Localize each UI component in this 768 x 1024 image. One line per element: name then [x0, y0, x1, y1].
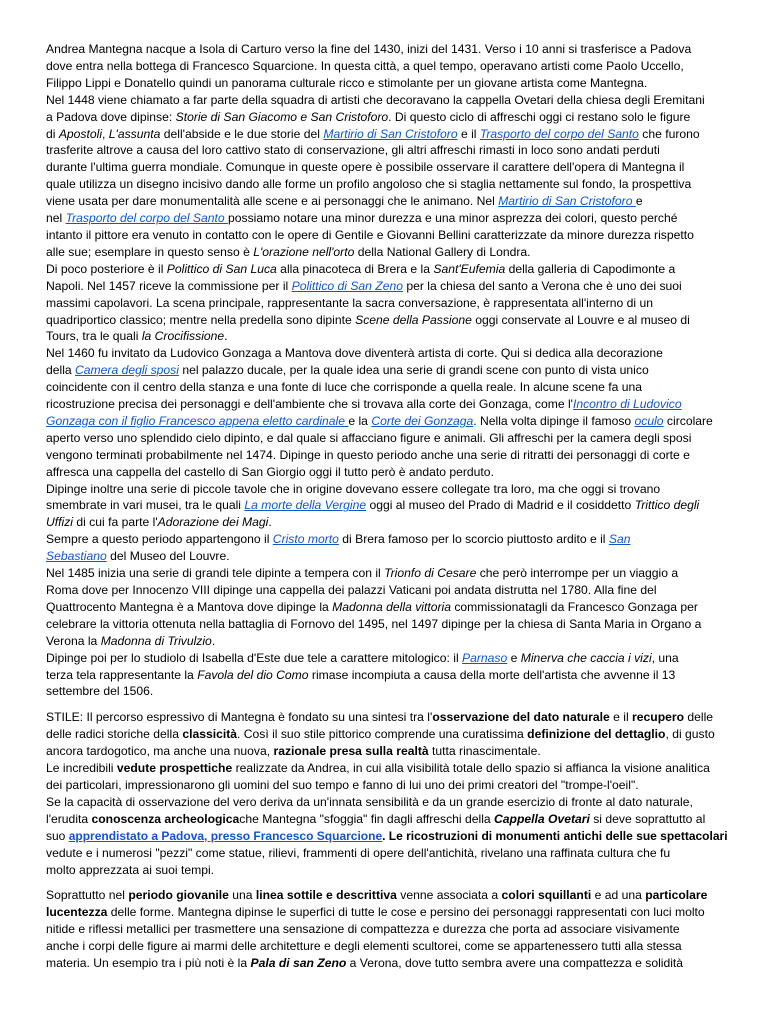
link-parnaso[interactable]: Parnaso: [462, 650, 508, 665]
text-line: Quattrocento Mantegna è a Mantova dove dipinge la Madonna della vittoria commissionatagli da Francesco Gonzaga per: [46, 599, 698, 614]
text-line: Di poco posteriore è il Polittico di San Luca alla pinacoteca di Brera e la Sant'Eufemia della galleria di Capodimonte a: [46, 261, 676, 276]
text-line: Se la capacità di osservazione del vero deriva da un'innata sensibilità e da un grande esercizio di fronte al dato naturale,: [46, 794, 693, 809]
text-line: Uffizi di cui fa parte l'Adorazione dei Magi.: [46, 515, 272, 530]
link-trasporto-corpo-santo[interactable]: Trasporto del corpo del Santo: [65, 211, 228, 226]
artwork-title: Apostoli: [58, 126, 103, 141]
link-apprendistato-squarcione[interactable]: apprendistato a Padova, presso Francesco Squarcione: [68, 828, 383, 843]
text-line: nitide e riflessi metallici per trasmettere una sensazione di compattezza e durezza che porta ad associare visivamente: [46, 922, 680, 937]
text-line: dei particolari, impressionarono gli uomini del suo tempo e fanno di lui uno dei primi creatori del "trompe-l'oeil".: [46, 777, 639, 792]
text-line: Nel 1448 viene chiamato a far parte della squadra di artisti che decoravano la cappella Ovetari della chiesa degli Eremitani: [46, 92, 705, 107]
artwork-title: L'assunta: [108, 126, 161, 141]
text-line: vengono terminati probabilmente nel 1474. Dipinge in questo periodo anche una serie di ritratti dei personaggi di corte e: [46, 447, 690, 462]
text-line: Napoli. Nel 1457 riceve la commissione per il Polittico di San Zeno per la chiesa del santo a Verona che è uno dei suoi: [46, 278, 682, 293]
text-line: Le incredibili vedute prospettiche realizzate da Andrea, in cui alla visibilità totale dello spazio si affianca la visione analitica: [46, 761, 710, 776]
text-line: della Camera degli sposi nel palazzo ducale, per la quale idea una serie di grandi scene con punto di vista unico: [46, 363, 649, 378]
text-line: alle sue; esemplare in questo senso è L'orazione nell'orto della National Gallery di Londra.: [46, 244, 531, 259]
text-line: STILE: Il percorso espressivo di Mantegna è fondato su una sintesi tra l'osservazione del dato naturale e il recupero delle: [46, 710, 714, 725]
text-line: Dipinge inoltre una serie di piccole tavole che in origine dovevano essere collegate tra loro, ma che oggi si trovano: [46, 481, 661, 496]
text-line: Soprattutto nel periodo giovanile una linea sottile e descrittiva venne associata a colori squillanti e ad una particolare: [46, 888, 708, 903]
text-line: di Apostoli, L'assunta dell'abside e le due storie del Martirio di San Cristoforo e il Trasporto del corpo del Santo che furono: [46, 126, 700, 141]
link-cristo-morto[interactable]: Cristo morto: [272, 532, 339, 547]
link-martirio-san-cristoforo[interactable]: Martirio di San Cristoforo: [323, 126, 458, 141]
link-incontro-ludovico[interactable]: Gonzaga con il figlio Francesco appena eletto cardinale: [46, 413, 349, 428]
artwork-title: Trionfo di Cesare: [384, 566, 477, 581]
text-line: trasferite altrove a causa del loro cattivo stato di conservazione, gli altri affreschi rimasti in loco sono andati perduti: [46, 143, 660, 158]
link-san-sebastiano[interactable]: San: [608, 532, 631, 547]
artwork-title: Polittico di San Luca: [166, 261, 277, 276]
text-line: smembrate in vari musei, tra le quali La morte della Vergine oggi al museo del Prado di Madrid e il cosiddetto Trittico degli: [46, 498, 700, 513]
text-line: intanto il pittore era venuto in contatto con le opere di Gentile e Giovanni Bellini caratterizzate da minore durezza rispetto: [46, 227, 694, 242]
text-line: massimi capolavori. La scena principale, rappresentante la sacra conversazione, è rappresentata all'interno di un: [46, 295, 653, 310]
text-line: Filippo Lippi e Donatello quindi un panorama culturale ricco e stimolante per un giovane artista come Mantegna.: [46, 75, 648, 90]
text-line: coincidente con il centro della stanza e una fonte di luce che corrisponde a quella reale. In alcune scene fa una: [46, 380, 642, 395]
text-line: Sempre a questo periodo appartengono il Cristo morto di Brera famoso per lo scorcio piuttosto ardito e il San: [46, 532, 631, 547]
text-line: Nel 1485 inizia una serie di grandi tele dipinte a tempera con il Trionfo di Cesare che però interrompe per un viaggio a: [46, 566, 679, 581]
artwork-title: Storie di San Giacomo e San Cristoforo: [175, 109, 389, 124]
link-martirio-san-cristoforo[interactable]: Martirio di San Cristoforo: [498, 194, 636, 209]
link-corte-gonzaga[interactable]: Corte dei Gonzaga: [371, 413, 474, 428]
text-line: anche i corpi delle figure ai marmi delle architetture e degli elementi scultorei, come se appartenessero tutti alla stessa: [46, 939, 682, 954]
text-line: ricostruzione precisa dei personaggi e dell'ambiente che si trovava alla corte dei Gonzaga, come l'Incontro di Ludovico: [46, 397, 682, 412]
text-line: quale utilizza un disegno incisivo dando alle forme un profilo angoloso che si staglia nettamente sul fondo, la prospettiva: [46, 177, 692, 192]
text-line: aperto verso uno splendido cielo dipinto, e dal quale si affacciano figure e animali. Gli affreschi per la camera degli sposi: [46, 430, 692, 445]
artwork-title: Trittico degli: [634, 498, 700, 513]
text-line: a Padova dove dipinse: Storie di San Giacomo e San Cristoforo. Di questo ciclo di affreschi oggi ci restano solo le figure: [46, 109, 691, 124]
text-line: dove entra nella bottega di Francesco Squarcione. In questa città, a quel tempo, operavano artisti come Paolo Uccello,: [46, 58, 684, 73]
text-line: materia. Un esempio tra i più noti è la Pala di san Zeno a Verona, dove tutto sembra avere una compattezza e solidità: [46, 956, 684, 971]
text-line: Sebastiano del Museo del Louvre.: [46, 549, 230, 564]
artwork-title: la Crocifissione: [141, 329, 225, 344]
text-line: Andrea Mantegna nacque a Isola di Carturo verso la fine del 1430, inizi del 1431. Verso i 10 anni si trasferisce a Padova: [46, 42, 692, 56]
link-oculo[interactable]: oculo: [634, 413, 664, 428]
artwork-title: Madonna della vittoria: [332, 599, 451, 614]
text-line: vedute e i numerosi "pezzi" come statue, rilievi, frammenti di opere dell'antichità, rivelano una raffinata cultura che fu: [46, 845, 671, 860]
text-line: affresca una cappella del castello di San Giorgio oggi il tutto però è andato perduto.: [46, 464, 494, 479]
link-camera-degli-sposi[interactable]: Camera degli sposi: [75, 363, 179, 378]
artwork-title: Madonna di Trivulzio: [100, 633, 212, 648]
link-morte-vergine[interactable]: La morte della Vergine: [244, 498, 367, 513]
link-trasporto-corpo-santo[interactable]: Trasporto del corpo del Santo: [479, 126, 639, 141]
artwork-title: Minerva che caccia i vizi: [520, 650, 652, 665]
text-line: terza tela rappresentante la Favola del dio Como rimase incompiuta a causa della morte dell'artista che avvenne il 13: [46, 667, 676, 682]
text-line: lucentezza delle forme. Mantegna dipinse le superfici di tutte le cose e persino dei personaggi rappresentati con luci molto: [46, 905, 705, 920]
link-incontro-ludovico[interactable]: Incontro di Ludovico: [572, 397, 682, 412]
text-line: Tours, tra le quali la Crocifissione.: [46, 329, 228, 344]
link-san-sebastiano[interactable]: Sebastiano: [46, 549, 107, 564]
text-line: Dipinge poi per lo studiolo di Isabella d'Este due tele a carattere mitologico: il Parnaso e Minerva che caccia i vizi, una: [46, 650, 679, 665]
text-line: quadriportico classico; mentre nella predella sono dipinte Scene della Passione oggi conservate al Louvre e al museo di: [46, 312, 690, 327]
artwork-title: Favola del dio Como: [197, 667, 309, 682]
text-line: Gonzaga con il figlio Francesco appena eletto cardinale e la Corte dei Gonzaga. Nella volta dipinge il famoso oculo circolare: [46, 413, 713, 428]
text-line: viene usata per dare monumentalità alle scene e ai personaggi che le animano. Nel Martirio di San Cristoforo e: [46, 194, 643, 209]
artwork-title: Uffizi: [46, 515, 73, 530]
link-polittico-san-zeno[interactable]: Polittico di San Zeno: [291, 278, 403, 293]
text-line: molto apprezzata ai suoi tempi.: [46, 862, 215, 877]
artwork-title: Sant'Eufemia: [433, 261, 506, 276]
artwork-title: Adorazione dei Magi: [157, 515, 269, 530]
artwork-title: L'orazione nell'orto: [253, 244, 355, 259]
text-line: nel Trasporto del corpo del Santo possiamo notare una minor durezza e una minor asprezza dei colori, questo perché: [46, 211, 678, 226]
text-line: durante l'ultima guerra mondiale. Comunque in queste opere è possibile osservare il carattere dell'opera di Mantegna il: [46, 160, 685, 175]
text-line: delle radici storiche della classicità. Così il suo stile pittorico comprende una curatissima definizione del dettaglio, di gusto: [46, 727, 715, 742]
text-line: ancora tardogotico, ma anche una nuova, razionale presa sulla realtà tutta rinascimentale.: [46, 744, 541, 759]
paragraph-gap: [46, 700, 728, 709]
artwork-title: Scene della Passione: [355, 312, 472, 327]
text-line: Verona la Madonna di Trivulzio.: [46, 633, 216, 648]
text-line: suo apprendistato a Padova, presso Francesco Squarcione. Le ricostruzioni di monumenti antichi delle sue spettacolari: [46, 828, 728, 843]
paragraph-gap: [46, 878, 728, 887]
text-line: celebrare la vittoria ottenuta nella battaglia di Fornovo del 1495, nel 1497 dipinge per la chiesa di Santa Maria in Organo a: [46, 616, 702, 631]
text-line: l'erudita conoscenza archeologicache Mantegna "sfoggia" fin dagli affreschi della Cappella Ovetari si deve soprattutto al: [46, 811, 706, 826]
text-line: settembre del 1506.: [46, 684, 154, 699]
text-line: Roma dove per Innocenzo VIII dipinge una cappella dei palazzi Vaticani poi andata distrutta nel 1780. Alla fine del: [46, 583, 657, 597]
text-line: Nel 1460 fu invitato da Ludovico Gonzaga a Mantova dove diventerà artista di corte. Qui si dedica alla decorazione: [46, 346, 663, 361]
